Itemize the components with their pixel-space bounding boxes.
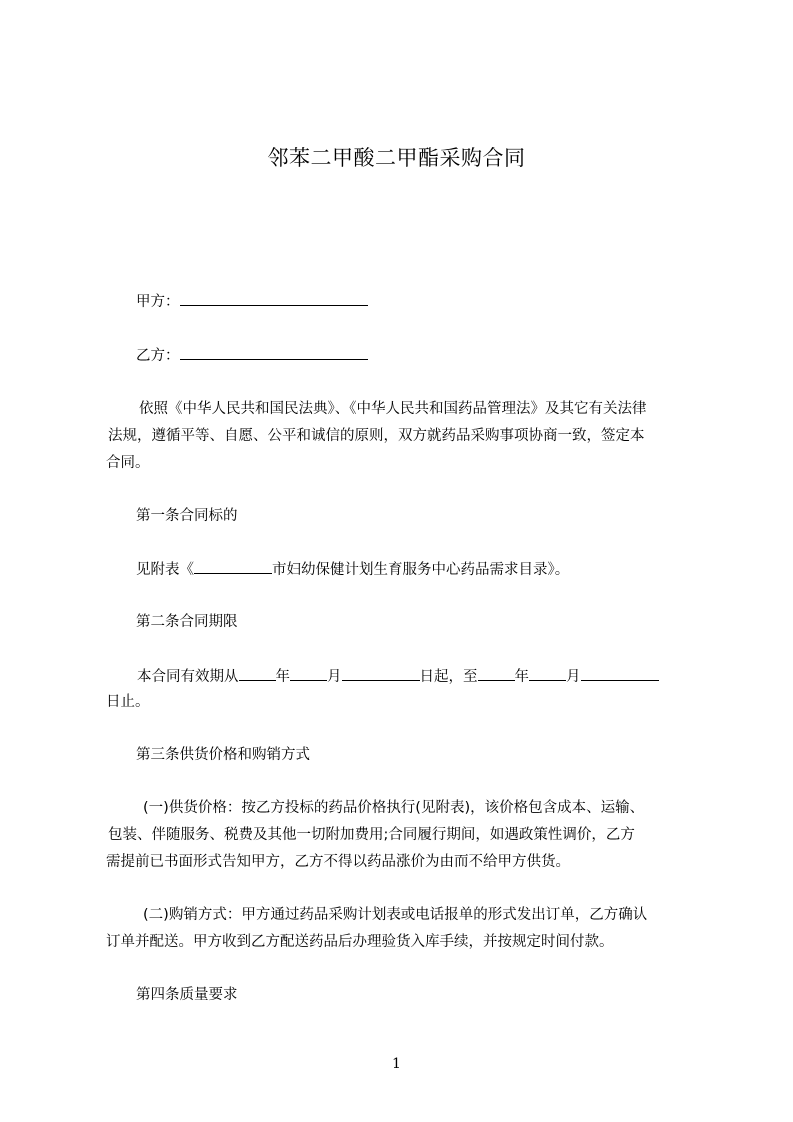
price-clause-line-3: 需提前已书面形式告知甲方，乙方不得以药品涨价为由而不给甲方供货。 bbox=[106, 854, 570, 870]
article-1-suffix: 市妇幼保健计划生育服务中心药品需求目录》。 bbox=[272, 562, 570, 578]
article-1-prefix: 见附表《 bbox=[136, 562, 194, 578]
term-start-day-blank bbox=[342, 664, 420, 681]
term-text-month-1: 月 bbox=[327, 669, 342, 685]
preamble-line-3: 合同。 bbox=[106, 455, 150, 471]
page-number: 1 bbox=[392, 1056, 401, 1072]
term-text-month-2: 月 bbox=[566, 669, 581, 685]
article-2-heading: 第二条合同期限 bbox=[136, 614, 238, 630]
term-end-year-blank bbox=[478, 664, 515, 681]
sales-clause-line-1: (二)购销方式：甲方通过药品采购计划表或电话报单的形式发出订单，乙方确认 bbox=[143, 907, 648, 923]
term-line-end: 日止。 bbox=[106, 694, 150, 710]
term-end-day-blank bbox=[581, 664, 659, 681]
term-text-from: 本合同有效期从 bbox=[137, 669, 239, 685]
party-a-label: 甲方： bbox=[136, 294, 180, 310]
article-1-heading: 第一条合同标的 bbox=[136, 508, 238, 524]
article-1-text bbox=[136, 557, 736, 581]
party-a-line bbox=[136, 289, 736, 313]
document-title: 邻苯二甲酸二甲酯采购合同 bbox=[267, 146, 526, 170]
article-1-blank bbox=[194, 557, 272, 574]
party-b-line bbox=[136, 343, 736, 367]
term-start-year-blank bbox=[239, 664, 276, 681]
preamble-line-1: 依照《中华人民共和国民法典》、《中华人民共和国药品管理法》及其它有关法律 bbox=[139, 401, 647, 417]
price-clause-line-1: (一)供货价格：按乙方投标的药品价格执行(见附表)，该价格包含成本、运输、 bbox=[143, 800, 645, 816]
party-b-blank bbox=[180, 343, 368, 360]
term-text-to: 日起，至 bbox=[419, 669, 478, 685]
article-4-heading: 第四条质量要求 bbox=[136, 987, 238, 1003]
preamble-line-2: 法规，遵循平等、自愿、公平和诚信的原则，双方就药品采购事项协商一致，签定本 bbox=[108, 428, 645, 444]
term-start-month-blank bbox=[290, 664, 327, 681]
term-line bbox=[137, 664, 737, 688]
sales-clause-line-2: 订单并配送。甲方收到乙方配送药品后办理验货入库手续，并按规定时间付款。 bbox=[106, 934, 614, 950]
party-b-label: 乙方： bbox=[136, 348, 180, 364]
article-3-heading: 第三条供货价格和购销方式 bbox=[136, 747, 310, 763]
term-end-month-blank bbox=[529, 664, 566, 681]
term-text-year-2: 年 bbox=[514, 669, 529, 685]
price-clause-line-2: 包装、伴随服务、税费及其他一切附加费用;合同履行期间，如遇政策性调价，乙方 bbox=[108, 827, 635, 843]
term-text-year-1: 年 bbox=[275, 669, 290, 685]
party-a-blank bbox=[180, 289, 368, 306]
